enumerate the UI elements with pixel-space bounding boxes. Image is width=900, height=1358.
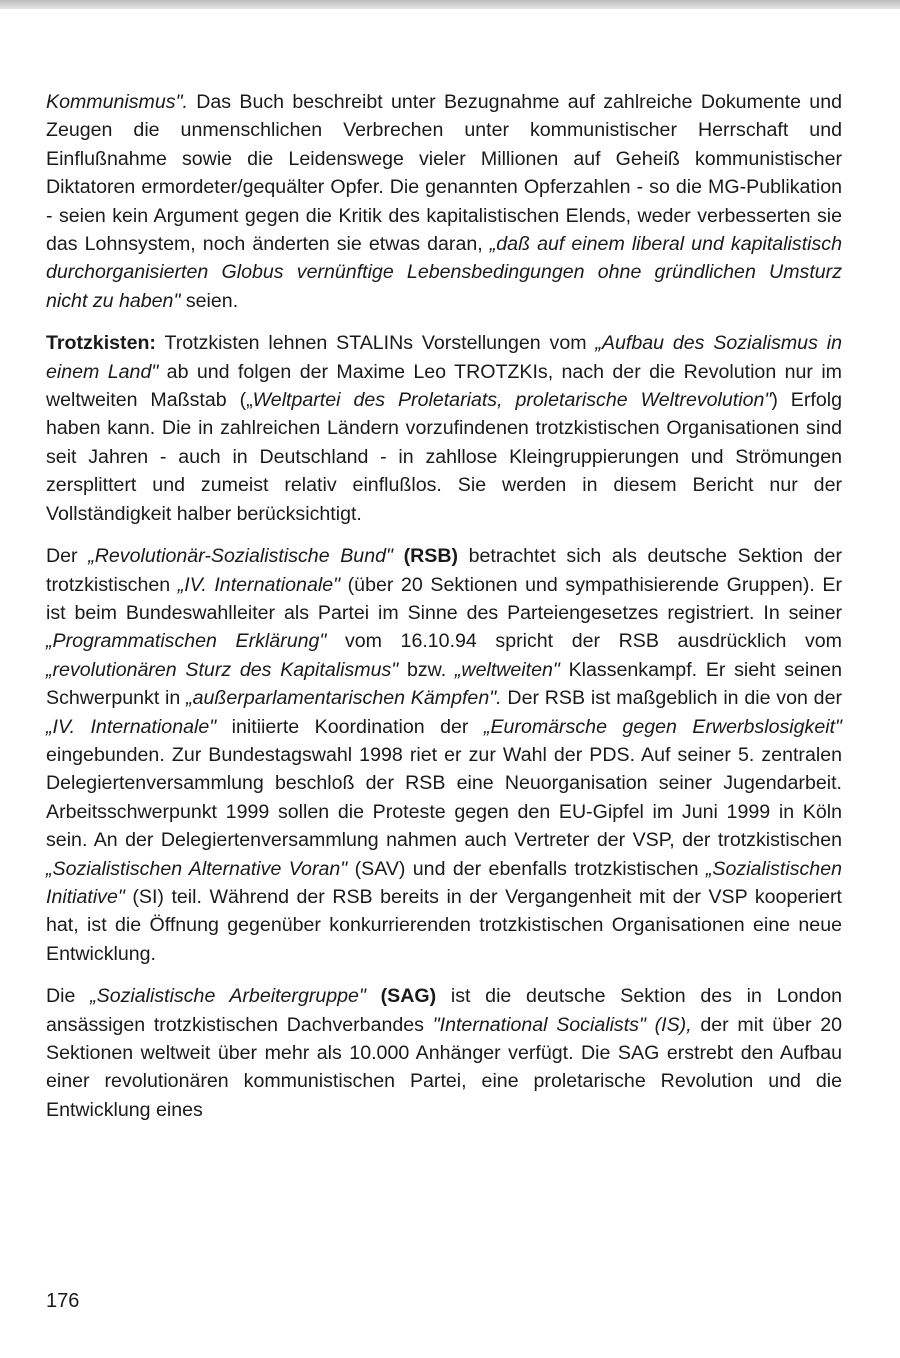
text-segment: „revolutionären Sturz des Kapitalismus" (46, 658, 399, 681)
text-segment: Der RSB ist maßgeblich in die von der (501, 687, 842, 710)
text-segment: betrachtet sich als deutsche Sektion der trotzkistischen (46, 545, 842, 596)
text-segment: (SI) teil. Während der RSB bereits in der Vergangenheit mit der VSP kooperiert hat, ist die Öffnung gegenüber konkurrierenden trotzkistischen Organisationen eine neue Entwicklung. (46, 885, 842, 965)
paragraph-intro (46, 88, 842, 315)
text-segment: „weltweiten" (454, 658, 560, 681)
text-segment: eingebunden. Zur Bundestagswahl 1998 riet er zur Wahl der PDS. Auf seiner 5. zentralen Delegiertenversammlung beschloß der RSB eine Neuorganisation seiner Jugendarbeit. Arbeitsschwerpunkt 1999 sollen die Proteste gegen den EU-Gipfel im Juni 1999 in Köln sein. An der Delegiertenversammlung nahmen auch Vertreter der VSP, der trotzkistischen (46, 743, 842, 852)
text-segment: „Euromärsche gegen Erwerbslosigkeit" (483, 715, 842, 738)
text-segment: Trotzkisten lehnen STALINs Vorstellungen vom (155, 332, 596, 355)
text-segment: „Sozialistische Arbeitergruppe" (90, 985, 366, 1008)
text-segment: der mit über 20 Sektionen weltweit über mehr als 10.000 Anhänger verfügt. Die SAG erstrebt den Aufbau einer revolutionären kommunistischen Partei, eine proletarische Revolution und die Entwicklung eines (46, 1013, 842, 1121)
paragraph-rsb (46, 542, 842, 968)
text-segment: vom 16.10.94 spricht der RSB ausdrücklich vom (326, 630, 842, 653)
text-segment: „Sozialistischen Initiative" (46, 857, 842, 908)
text-segment: „IV. Internationale" (177, 573, 341, 596)
text-segment: „Programmatischen Erklärung" (46, 630, 327, 653)
text-segment: „daß auf einem liberal und kapitalistisch durchorganisierten Globus vernünftige Lebensbedingungen ohne gründlichen Umsturz nicht zu haben" (46, 233, 842, 312)
text-segment: „außerparlamentarischen Kämpfen". (186, 687, 502, 710)
text-segment: bzw. (398, 658, 455, 681)
text-segment: Trotzkisten: (46, 332, 156, 355)
text-segment: (RSB) (392, 545, 458, 568)
text-segment: „Aufbau des Sozialismus in einem Land" (46, 332, 842, 383)
document-body (46, 88, 842, 1138)
text-segment: Der (46, 545, 89, 568)
text-segment: Die (46, 985, 91, 1008)
text-segment: (SAV) und der ebenfalls trotzkistischen (347, 857, 706, 880)
paragraph-trotzkisten (46, 329, 842, 528)
text-segment: Klassenkampf. Er sieht seinen Schwerpunkt in (46, 658, 842, 710)
text-segment: initiierte Koordination der (216, 715, 484, 738)
text-segment: „Sozialistischen Alternative Voran" (46, 857, 348, 880)
text-segment: seien. (180, 289, 239, 312)
text-segment: ist die deutsche Sektion des in London ansässigen trotzkistischen Dachverbandes (46, 985, 843, 1036)
text-segment: ab und folgen der Maxime Leo TROTZKIs, nach der die Revolution nur im weltweiten Maßstab („ (46, 360, 842, 412)
text-segment: „IV. Internationale" (46, 715, 217, 738)
text-segment: (SAG) (365, 985, 437, 1008)
text-segment: Weltpartei des Proletariats, proletarische Weltrevolution" (252, 389, 772, 412)
text-segment: "International Socialists" (IS), (432, 1013, 692, 1036)
text-segment: Kommunismus". (46, 91, 188, 113)
text-segment: Das Buch beschreibt unter Bezugnahme auf zahlreiche Dokumente und Zeugen die unmenschlichen Verbrechen unter kommunistischer Herrschaft und Einflußnahme sowie die Leidenswege vieler Millionen auf Geheiß kommunistischer Diktatoren ermordeter/gequälter Opfer. Die genannten Opferzahlen - so die MG-Publikation - seien kein Argument gegen die Kritik des kapitalistischen Elends, weder verbesserten sie das Lohnsystem, noch änderten sie etwas daran, (46, 91, 842, 256)
paragraph-sag (46, 982, 842, 1124)
page-top-rule (0, 0, 900, 9)
page-number: 176 (46, 1290, 80, 1312)
text-segment: (über 20 Sektionen und sympathisierende Gruppen). Er ist beim Bundeswahlleiter als Partei im Sinne des Parteiengesetzes registriert. In seiner (46, 573, 842, 624)
text-segment: ) Erfolg haben kann. Die in zahlreichen Ländern vorzufindenen trotzkistischen Organisationen sind seit Jahren - auch in Deutschland - in zahllose Kleingruppierungen und Strömungen zersplittert und zumeist relativ einflußlos. Sie werden in diesem Bericht nur der Vollständigkeit halber berücksichtigt. (46, 389, 842, 525)
text-segment: „Revolutionär-Sozialistische Bund" (88, 545, 393, 568)
